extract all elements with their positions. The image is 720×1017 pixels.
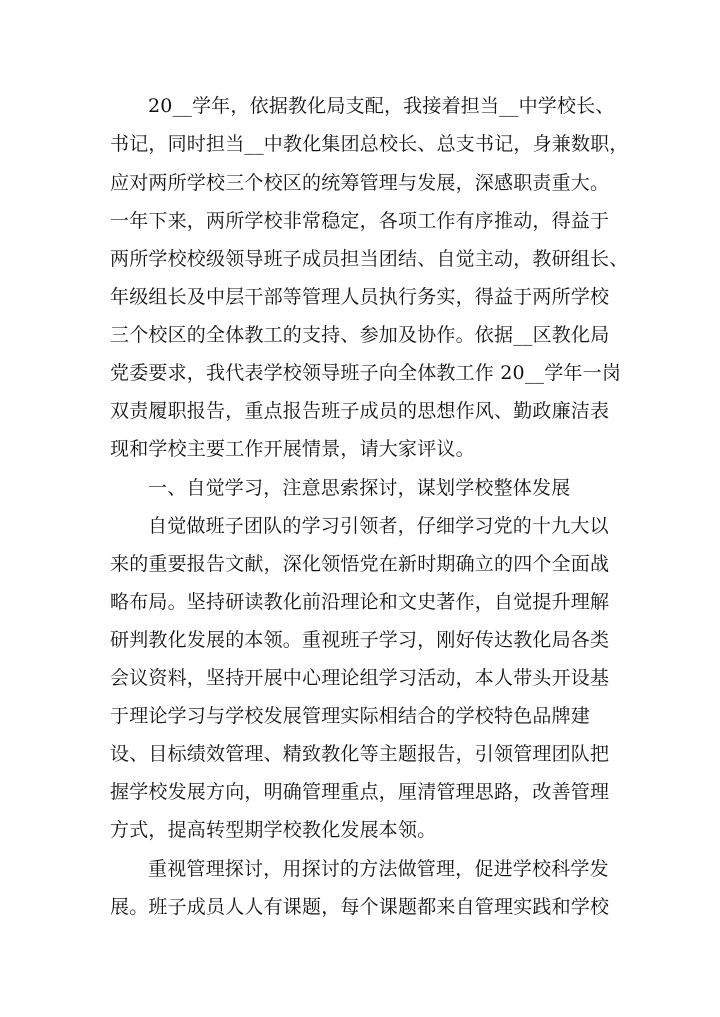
paragraph-2-line-7: 设、目标绩效管理、精致教化等主题报告，引领管理团队把 [110, 743, 610, 765]
paragraph-2-line-6: 于理论学习与学校发展管理实际相结合的学校特色品牌建 [110, 705, 591, 727]
paragraph-2-line-3: 略布局。坚持研读教化前沿理论和文史著作，自觉提升理解 [110, 591, 610, 613]
paragraph-2-line-8: 握学校发展方向，明确管理重点，厘清管理思路，改善管理 [110, 781, 610, 803]
paragraph-1-line-9: 双责履职报告，重点报告班子成员的思想作风、勤政廉洁表 [110, 400, 610, 422]
paragraph-1-line-10: 现和学校主要工作开展情景，请大家评议。 [110, 438, 475, 460]
paragraph-1-line-6: 年级组长及中层干部等管理人员执行务实，得益于两所学校 [110, 286, 610, 308]
paragraph-2-line-4: 研判教化发展的本领。重视班子学习，刚好传达教化局各类 [110, 629, 610, 651]
paragraph-1-line-1: 20__学年，依据教化局支配，我接着担当__中学校长、 [148, 95, 615, 117]
paragraph-3-line-2: 展。班子成员人人有课题，每个课题都来自管理实践和学校 [110, 896, 610, 918]
paragraph-1-line-4: 一年下来，两所学校非常稳定，各项工作有序推动，得益于 [110, 210, 610, 232]
paragraph-1-line-8: 党委要求，我代表学校领导班子向全体教工作 20__学年一岗 [110, 362, 622, 384]
paragraph-2-line-5: 会议资料，坚持开展中心理论组学习活动，本人带头开设基 [110, 667, 610, 689]
paragraph-1-line-2: 书记，同时担当__中教化集团总校长、总支书记，身兼数职， [110, 133, 629, 155]
paragraph-1-line-7: 三个校区的全体教工的支持、参加及协作。依据__区教化局 [110, 324, 610, 346]
paragraph-2-line-9: 方式，提高转型期学校教化发展本领。 [110, 819, 437, 841]
section-heading-1: 一、自觉学习，注意思索探讨，谋划学校整体发展 [148, 477, 571, 499]
paragraph-3-line-1: 重视管理探讨，用探讨的方法做管理，促进学校科学发 [148, 858, 609, 880]
paragraph-1-line-3: 应对两所学校三个校区的统筹管理与发展，深感职责重大。 [110, 172, 610, 194]
paragraph-2-line-1: 自觉做班子团队的学习引领者，仔细学习党的十九大以 [148, 515, 609, 537]
paragraph-1-line-5: 两所学校校级领导班子成员担当团结、自觉主动，教研组长、 [110, 248, 629, 270]
paragraph-2-line-2: 来的重要报告文献，深化领悟党在新时期确立的四个全面战 [110, 553, 610, 575]
